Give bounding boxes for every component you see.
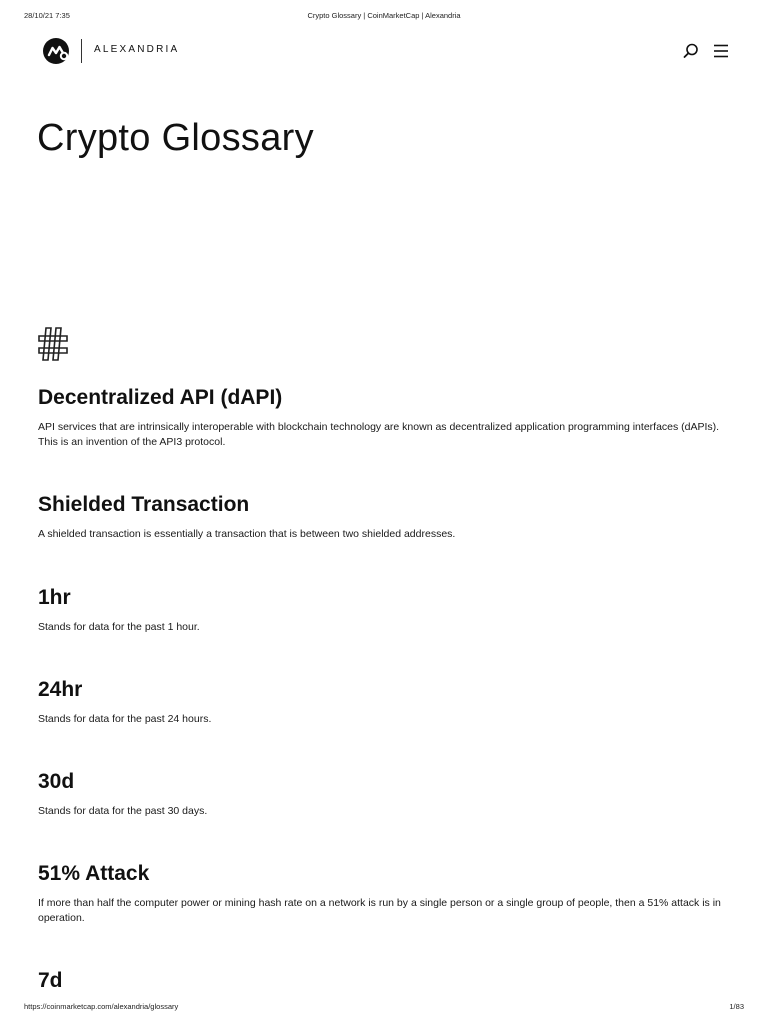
glossary-definition: API services that are intrinsically interoperable with blockchain technology are known as decentralized application programming interfaces (dAPIs). This is an invention of the API3 protocol. (38, 421, 720, 448)
glossary-entry (38, 861, 730, 926)
glossary-term: 51% Attack (38, 862, 150, 885)
search-icon[interactable] (682, 42, 700, 60)
print-document-title: Crypto Glossary | CoinMarketCap | Alexandria (307, 11, 461, 20)
glossary-entry (38, 968, 730, 994)
brand-name[interactable]: ALEXANDRIA (94, 44, 180, 55)
glossary-definition: Stands for data for the past 30 days. (38, 805, 208, 817)
glossary-entry (38, 492, 730, 542)
glossary-entry (38, 585, 730, 635)
logo-divider (81, 39, 82, 63)
page-title: Crypto Glossary (37, 117, 314, 159)
glossary-term: 7d (38, 969, 63, 992)
print-page-number: 1/83 (729, 1002, 744, 1011)
hamburger-menu-icon[interactable] (712, 42, 730, 60)
glossary-definition: A shielded transaction is essentially a transaction that is between two shielded addresses. (38, 528, 456, 540)
print-header (0, 11, 768, 23)
glossary-definition: If more than half the computer power or mining hash rate on a network is run by a single person or a single group of people, then a 51% attack is in operation. (38, 897, 721, 924)
section-letter-hash (38, 327, 68, 361)
glossary-entry (38, 385, 730, 450)
glossary-definition: Stands for data for the past 24 hours. (38, 713, 212, 725)
print-date: 28/10/21 7:35 (24, 11, 70, 20)
print-footer (0, 1002, 768, 1014)
site-header (38, 35, 730, 67)
glossary-entry (38, 769, 730, 819)
print-url: https://coinmarketcap.com/alexandria/glossary (24, 1002, 179, 1011)
glossary-term: Shielded Transaction (38, 493, 250, 516)
glossary-definition: Stands for data for the past 1 hour. (38, 621, 200, 633)
glossary-term: 30d (38, 770, 75, 793)
glossary-term: 1hr (38, 586, 71, 609)
coinmarketcap-logo-icon[interactable] (42, 37, 70, 65)
glossary-term: Decentralized API (dAPI) (38, 386, 283, 409)
glossary-entry (38, 677, 730, 727)
glossary-term: 24hr (38, 678, 83, 701)
